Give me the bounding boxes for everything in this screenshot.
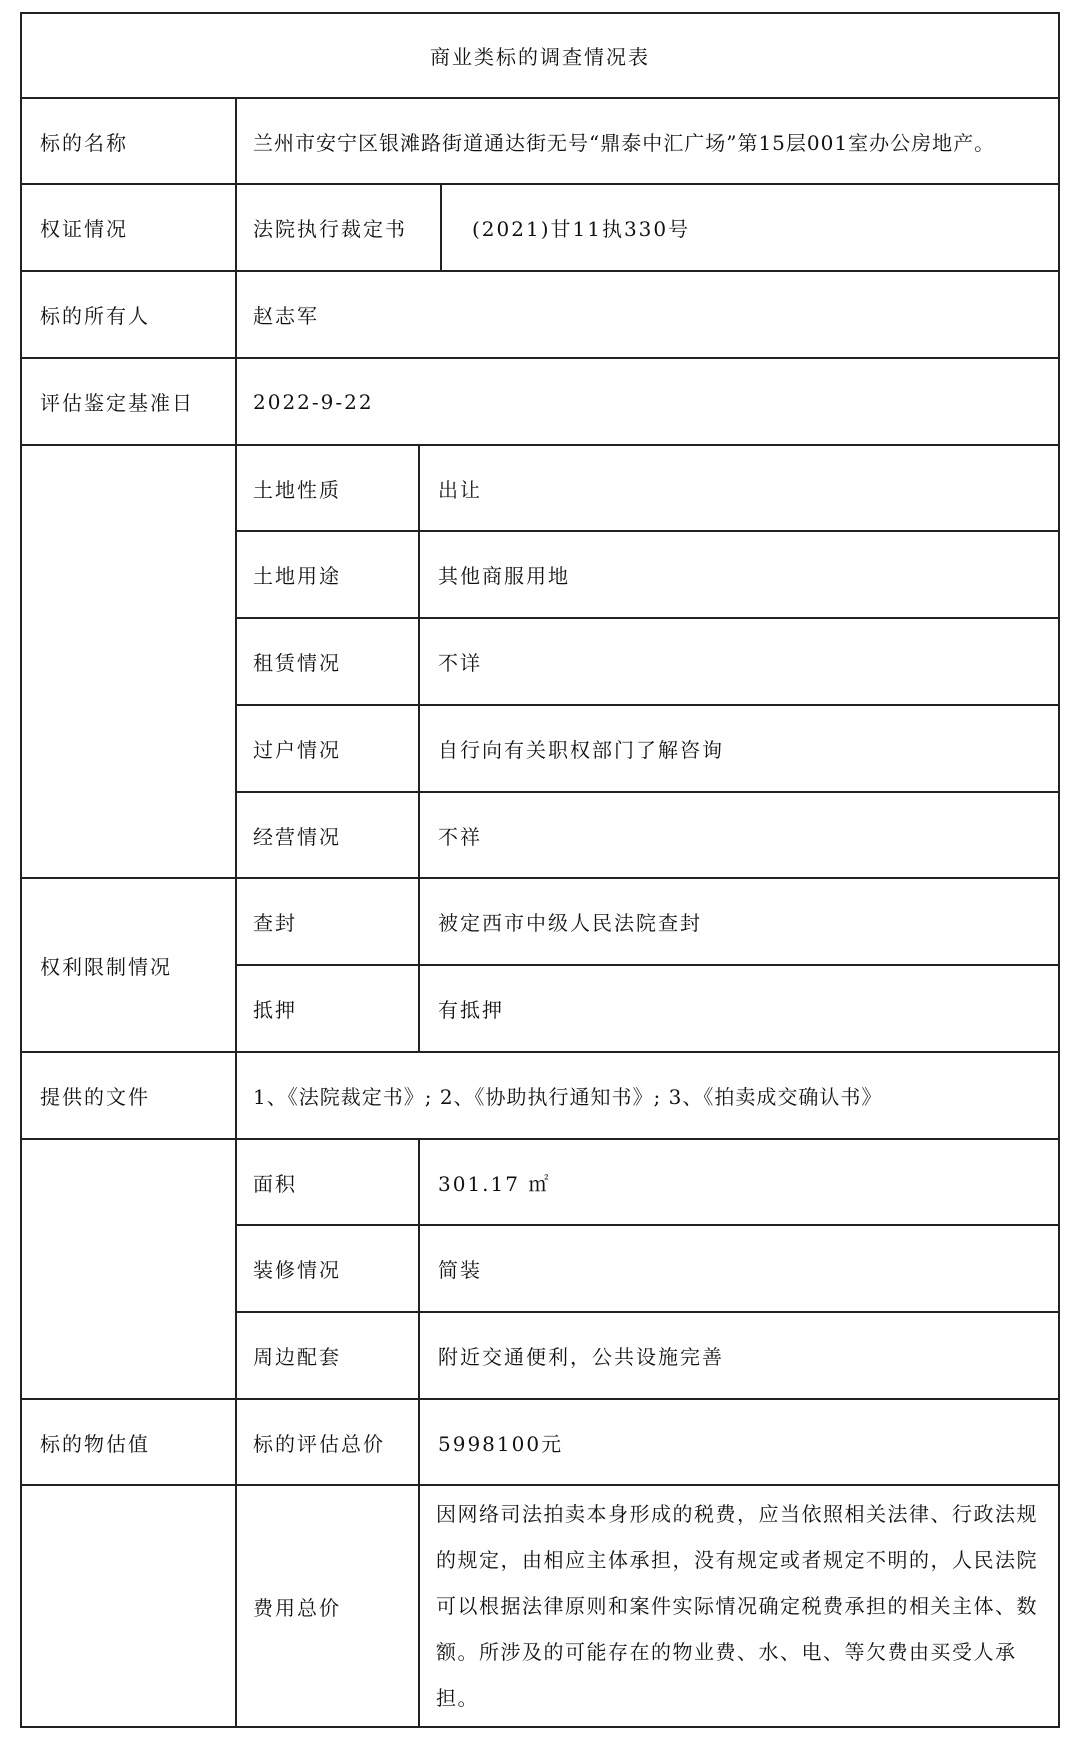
documents-label: 提供的文件 bbox=[40, 1085, 150, 1109]
title-cert-doc-type: 法院执行裁定书 bbox=[253, 217, 407, 241]
seizure-label: 查封 bbox=[253, 911, 297, 935]
subject-name-value: 兰州市安宁区银滩路街道通达街无号“鼎泰中汇广场”第15层001室办公房地产。 bbox=[253, 130, 996, 155]
rule bbox=[235, 964, 1060, 966]
mortgage-value: 有抵押 bbox=[438, 998, 504, 1022]
owner-value: 赵志军 bbox=[253, 304, 319, 328]
area-value: 301.17 ㎡ bbox=[438, 1171, 551, 1196]
owner-label: 标的所有人 bbox=[40, 304, 150, 328]
rule bbox=[418, 1138, 420, 1728]
operation-status-value: 不祥 bbox=[438, 824, 482, 849]
rule bbox=[20, 444, 1060, 446]
fees-label: 费用总价 bbox=[253, 1595, 341, 1620]
appraisal-date-label: 评估鉴定基准日 bbox=[40, 391, 194, 415]
transfer-status-label: 过户情况 bbox=[253, 738, 341, 762]
valuation-label: 标的物估值 bbox=[40, 1431, 150, 1456]
title-cert-label: 权证情况 bbox=[40, 217, 128, 241]
operation-status-label: 经营情况 bbox=[253, 824, 341, 849]
seizure-value: 被定西市中级人民法院查封 bbox=[438, 911, 702, 935]
rule bbox=[235, 530, 1060, 532]
rule bbox=[235, 617, 1060, 619]
land-nature-label: 土地性质 bbox=[253, 477, 341, 502]
land-use-value: 其他商服用地 bbox=[438, 564, 570, 588]
rule bbox=[235, 791, 1060, 793]
title-cert-doc-no: (2021)甘11执330号 bbox=[472, 217, 691, 241]
rule bbox=[235, 97, 237, 1728]
lease-status-value: 不详 bbox=[438, 651, 482, 675]
mortgage-label: 抵押 bbox=[253, 998, 297, 1022]
rule bbox=[235, 1224, 1060, 1226]
land-use-label: 土地用途 bbox=[253, 564, 341, 588]
valuation-sub-label: 标的评估总价 bbox=[253, 1431, 385, 1456]
decoration-value: 简装 bbox=[438, 1258, 482, 1282]
table-title: 商业类标的调查情况表 bbox=[430, 45, 650, 69]
valuation-value: 5998100元 bbox=[438, 1431, 564, 1456]
rule bbox=[20, 12, 22, 1728]
rule bbox=[418, 444, 420, 1053]
restrictions-label: 权利限制情况 bbox=[40, 954, 172, 979]
rule bbox=[20, 270, 1060, 272]
decoration-label: 装修情况 bbox=[253, 1258, 341, 1282]
rule bbox=[440, 183, 442, 272]
land-nature-value: 出让 bbox=[438, 477, 482, 502]
area-label: 面积 bbox=[253, 1171, 297, 1196]
surroundings-value: 附近交通便利，公共设施完善 bbox=[438, 1345, 724, 1369]
lease-status-label: 租赁情况 bbox=[253, 651, 341, 675]
rule bbox=[1058, 12, 1060, 1728]
surroundings-label: 周边配套 bbox=[253, 1345, 341, 1369]
rule bbox=[20, 1726, 1060, 1728]
documents-value: 1、《法院裁定书》; 2、《协助执行通知书》; 3、《拍卖成交确认书》 bbox=[253, 1085, 883, 1109]
fees-value: 因网络司法拍卖本身形成的税费，应当依照相关法律、行政法规的规定，由相应主体承担，没有规定或者规定不明的，人民法院可以根据法律原则和案件实际情况确定税费承担的相关主体、数额。所涉及的可能存在的物业费、水、电、等欠费由买受人承担。 bbox=[436, 1502, 1038, 1710]
transfer-status-value: 自行向有关职权部门了解咨询 bbox=[438, 738, 724, 762]
appraisal-date-value: 2022-9-22 bbox=[253, 389, 374, 414]
subject-name-label: 标的名称 bbox=[40, 130, 128, 155]
